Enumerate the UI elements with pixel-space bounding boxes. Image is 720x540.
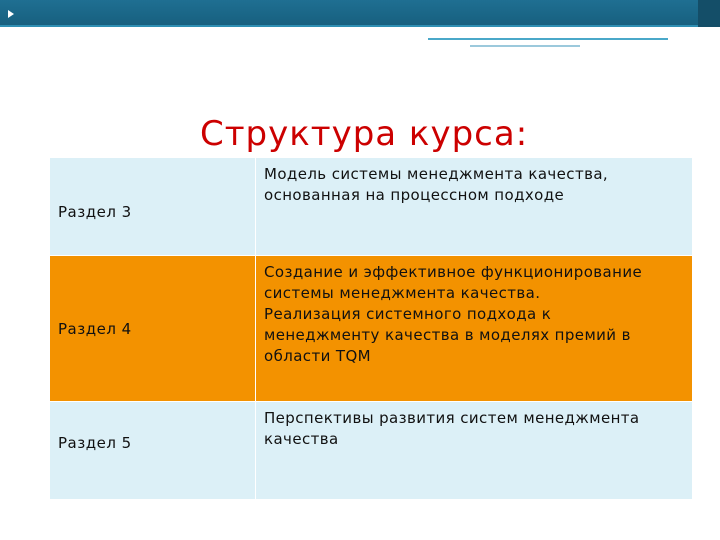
section-description — [256, 158, 692, 255]
description-line: основанная на процессном подходе — [264, 186, 565, 204]
description-line: Реализация системного подхода к — [264, 305, 552, 323]
header-band — [0, 0, 720, 25]
description-line: Модель системы менеджмента качества, — [264, 165, 609, 183]
description-line: Перспективы развития систем менеджмента — [264, 409, 640, 427]
section-description — [256, 402, 692, 499]
table-row — [50, 402, 692, 500]
description-line: качества — [264, 430, 339, 448]
description-line: менеджменту качества в моделях премий в — [264, 326, 631, 344]
corner-triangle-icon — [8, 10, 14, 18]
description-line: области TQM — [264, 347, 372, 365]
slide-title: Структура курса: — [200, 114, 529, 154]
table-row — [50, 158, 692, 256]
section-label: Раздел 5 — [50, 402, 256, 499]
decorative-line-upper — [428, 38, 668, 40]
header-stripe — [0, 25, 720, 27]
section-label: Раздел 3 — [50, 158, 256, 255]
course-structure-table — [50, 158, 692, 500]
section-description — [256, 256, 692, 401]
section-label: Раздел 4 — [50, 256, 256, 401]
decorative-line-lower — [470, 45, 580, 47]
table-row — [50, 256, 692, 402]
description-line: системы менеджмента качества. — [264, 284, 541, 302]
description-line: Создание и эффективное функционирование — [264, 263, 643, 281]
header-corner-block — [698, 0, 720, 27]
